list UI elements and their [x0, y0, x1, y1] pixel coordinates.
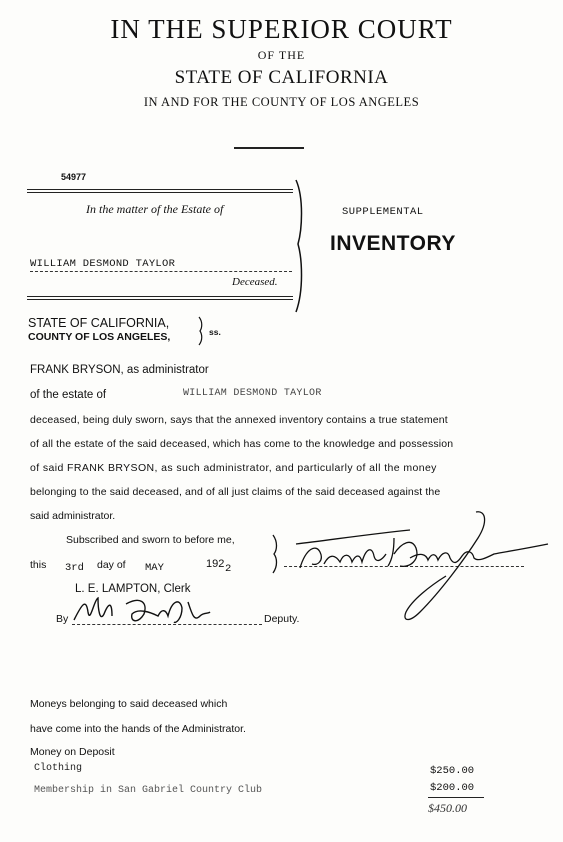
jurat-day-of: day of — [97, 559, 126, 571]
deputy-label: Deputy. — [264, 613, 300, 625]
of-the-line: OF THE — [257, 48, 306, 62]
affidavit-line-1: deceased, being duly sworn, says that the annexed inventory contains a true statement — [30, 414, 448, 426]
clerk-name: L. E. LAMPTON, Clerk — [75, 583, 191, 595]
by-label: By — [56, 613, 69, 625]
caption-brace — [292, 178, 308, 314]
jurat-year-prefix: 192 — [206, 558, 225, 570]
deposit-label: Money on Deposit — [30, 746, 115, 758]
jurat-brace — [270, 534, 282, 574]
caption-top-rule — [27, 189, 293, 190]
header-rule — [234, 147, 304, 149]
of-estate-label: of the estate of — [30, 389, 107, 401]
total-amount: $450.00 — [428, 801, 467, 815]
jurat-this: this — [30, 559, 47, 571]
item-clothing-label: Clothing — [34, 763, 83, 774]
administrator-line: FRANK BRYSON, as administrator — [30, 364, 209, 376]
venue-ss: ss. — [209, 327, 221, 337]
item-clothing-amount: $250.00 — [430, 765, 475, 777]
deceased-label: Deceased. — [232, 276, 278, 288]
estate-name: WILLIAM DESMOND TAYLOR — [183, 388, 322, 399]
total-rule — [428, 797, 484, 798]
affidavit-line-3: of said FRANK BRYSON, as such administrator, and particularly of all the money — [30, 462, 437, 474]
state-title: STATE OF CALIFORNIA — [174, 67, 389, 88]
case-number: 54977 — [61, 172, 87, 182]
item-membership-label: Membership in San Gabriel Country Club — [34, 785, 263, 796]
jurat-day: 3rd — [65, 562, 84, 574]
decedent-name: WILLIAM DESMOND TAYLOR — [30, 258, 292, 272]
caption-bottom-rule — [27, 296, 293, 297]
jurat-year-suffix: 2 — [225, 563, 232, 575]
matter-caption: In the matter of the Estate of — [86, 202, 224, 216]
venue-county: COUNTY OF LOS ANGELES, — [28, 331, 171, 343]
affidavit-line-5: said administrator. — [30, 510, 116, 522]
jurat-subscribed: Subscribed and sworn to before me, — [66, 534, 235, 546]
administrator-signature — [290, 508, 558, 626]
inventory-title: INVENTORY — [330, 232, 456, 255]
moneys-line-2: have come into the hands of the Administrator. — [30, 723, 246, 735]
supplemental-label: SUPPLEMENTAL — [342, 206, 424, 218]
caption-top-rule-2 — [27, 192, 293, 193]
moneys-line-1: Moneys belonging to said deceased which — [30, 698, 228, 710]
affidavit-line-2: of all the estate of the said deceased, which has come to the knowledge and possession — [30, 438, 454, 450]
affidavit-line-4: belonging to the said deceased, and of all just claims of the said deceased against the — [30, 486, 441, 498]
item-membership-amount: $200.00 — [430, 782, 475, 794]
caption-bottom-rule-2 — [27, 299, 293, 300]
county-line: IN AND FOR THE COUNTY OF LOS ANGELES — [143, 95, 420, 109]
jurat-month: MAY — [145, 562, 164, 574]
venue-brace — [197, 316, 207, 346]
venue-state: STATE OF CALIFORNIA, — [28, 316, 170, 330]
deputy-signature — [68, 594, 218, 630]
court-title: IN THE SUPERIOR COURT — [110, 14, 453, 44]
